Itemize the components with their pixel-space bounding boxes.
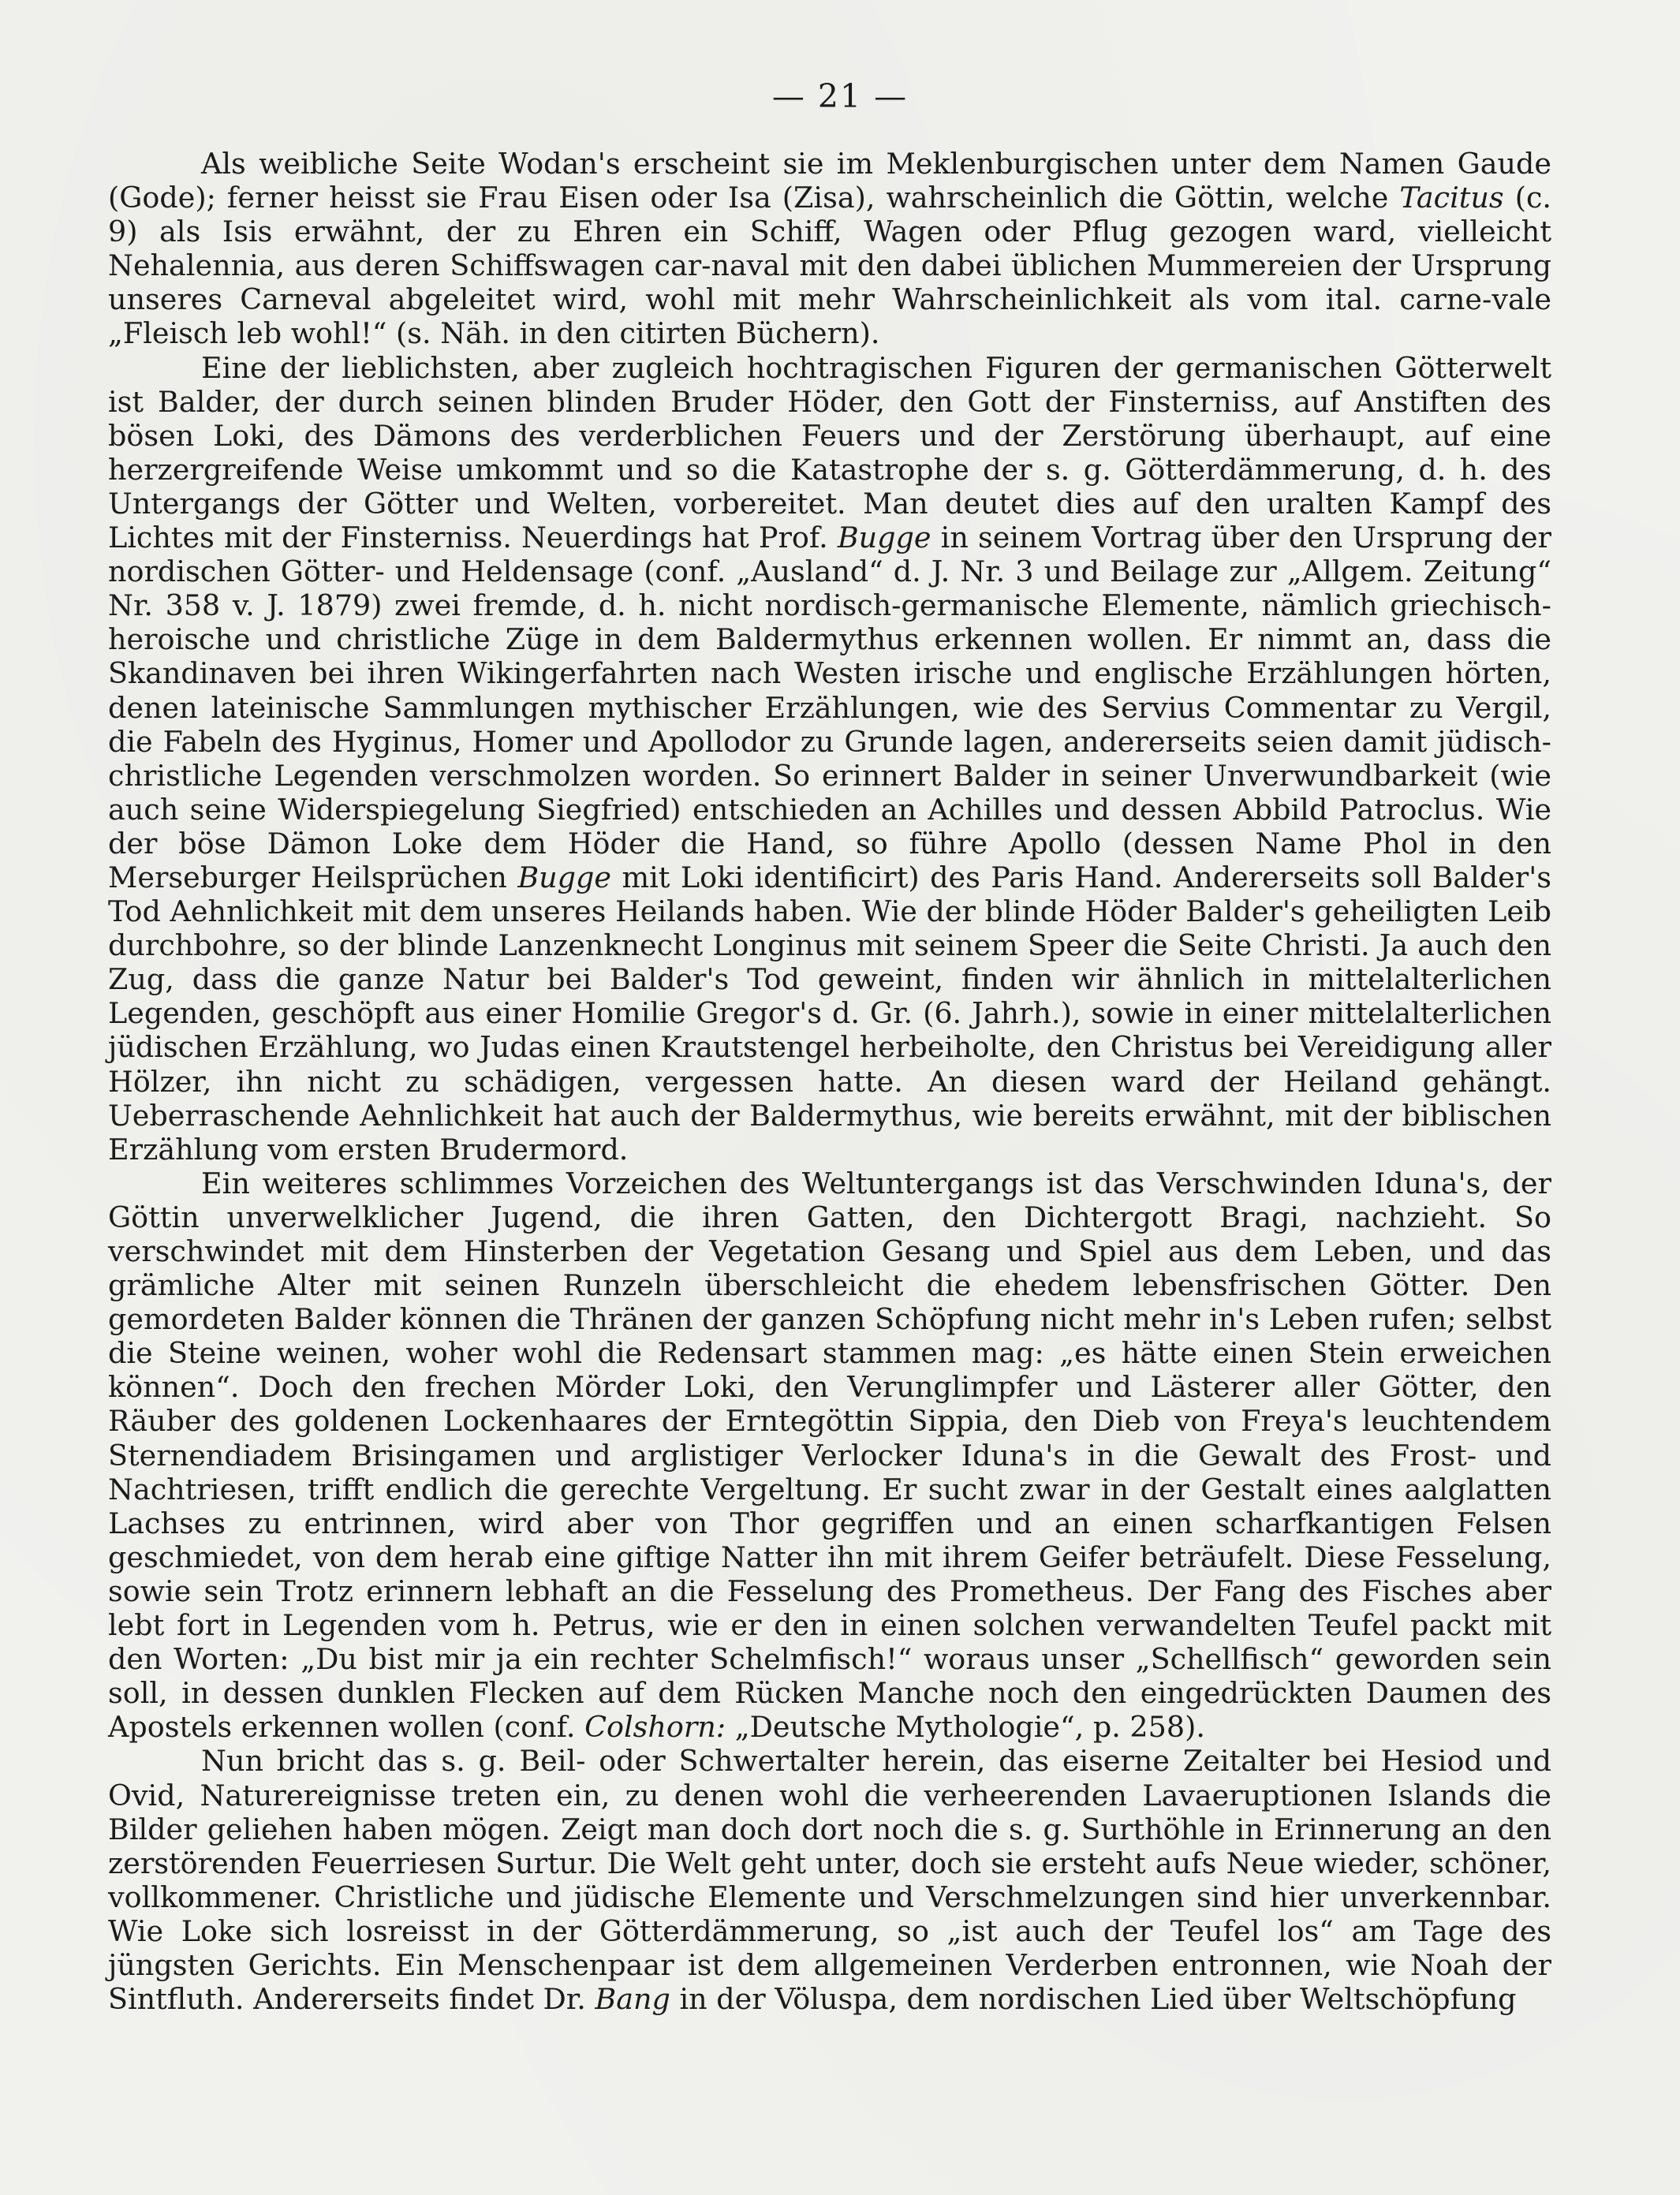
- paragraph-balder: [108, 351, 1551, 1167]
- text-segment: in seinem Vortrag über den Ursprung der nordischen Götter- und Heldensage (conf. „Ausland“ d. J. Nr. 3 und Beilage zur „Allgem. Zeitung“ Nr. 358 v. J. 1879) zwei fremde, d. h. nicht nordisch-germanische Elemente, nämlich griechisch-heroische und christliche Züge in dem Baldermythus erkennen wollen. Er nimmt an, dass die Skandinaven bei ihren Wikingerfahrten nach Westen irische und englische Erzählungen hörten, denen lateinische Sammlungen mythischer Erzählungen, wie des Servius Commentar zu Vergil, die Fabeln des Hyginus, Homer und Apollodor zu Grunde lagen, andererseits seien damit jüdisch-christliche Legenden verschmolzen worden. So erinnert Balder in seiner Unverwundbarkeit (wie auch seine Widerspiegelung Siegfried) entschieden an Achilles und dessen Abbild Patroclus. Wie der böse Dämon Loke dem Höder die Hand, so führe Apollo (dessen Name Phol in den Merseburger Heilsprüchen: [108, 521, 1551, 894]
- text-segment: Ein weiteres schlimmes Vorzeichen des Weltuntergangs ist das Verschwinden Iduna's, der Göttin unverwelklicher Jugend, die ihren Gatten, den Dichtergott Bragi, nachzieht. So verschwindet mit dem Hinsterben der Vegetation Gesang und Spiel aus dem Leben, und das grämliche Alter mit seinen Runzeln überschleicht die ehedem lebensfrischen Götter. Den gemordeten Balder können die Thränen der ganzen Schöpfung nicht mehr in's Leben rufen; selbst die Steine weinen, woher wohl die Redensart stammen mag: „es hätte einen Stein erweichen können“. Doch den frechen Mörder Loki, den Verunglimpfer und Lästerer aller Götter, den Räuber des goldenen Lockenhaares der Erntegöttin Sippia, den Dieb von Freya's leuchtendem Sternendiadem Brisingamen und arglistiger Verlocker Iduna's in die Gewalt des Frost- und Nachtriesen, trifft endlich die gerechte Vergeltung. Er sucht zwar in der Gestalt eines aalglatten Lachses zu entrinnen, wird aber von Thor gegriffen und an einen scharfkantigen Felsen geschmiedet, von dem herab eine giftige Natter ihn mit ihrem Geifer beträufelt. Diese Fesselung, sowie sein Trotz erinnern lebhaft an die Fesselung des Prometheus. Der Fang des Fisches aber lebt fort in Legenden vom h. Petrus, wie er den in einen solchen verwandelten Teufel packt mit den Worten: „Du bist mir ja ein rechter Schelmfisch!“ woraus unser „Schellfisch“ geworden sein soll, in dessen dunklen Flecken auf dem Rücken Manche noch den eingedrückten Daumen des Apostels erkennen wollen (conf.: [108, 1166, 1551, 1745]
- text-segment: (c. 9) als Isis erwähnt, der zu Ehren ein Schiff, Wagen oder Pflug gezogen ward, vielleicht Nehalennia, aus deren Schiffswagen car-naval mit den dabei üblichen Mummereien der Ursprung unseres Carneval abgeleitet wird, wohl mit mehr Wahrscheinlichkeit als vom ital. carne-vale „Fleisch leb wohl!“ (s. Näh. in den citirten Büchern).: [108, 181, 1551, 351]
- text-segment: in der Völuspa, dem nordischen Lied über Weltschöpfung: [670, 1982, 1517, 2017]
- italic-author-colshorn: Colshorn:: [584, 1710, 726, 1745]
- italic-author-bugge: Bugge: [837, 521, 931, 555]
- text-segment: Nun bricht das s. g. Beil- oder Schwertalter herein, das eiserne Zeitalter bei Hesiod und Ovid, Naturereignisse treten ein, zu denen wohl die verheerenden Lavaeruptionen Islands die Bilder geliehen haben mögen. Zeigt man doch dort noch die s. g. Surthöhle in Erinnerung an den zerstörenden Feuerriesen Surtur. Die Welt geht unter, doch sie ersteht aufs Neue wieder, schöner, vollkommener. Christliche und jüdische Elemente und Verschmelzungen sind hier unverkennbar. Wie Loke sich losreisst in der Götterdämmerung, so „ist auch der Teufel los“ am Tage des jüngsten Gerichts. Ein Menschenpaar ist dem allgemeinen Verderben entronnen, wie Noah der Sintfluth. Andererseits findet Dr.: [108, 1744, 1551, 2017]
- italic-author-bugge: Bugge: [517, 860, 611, 894]
- paragraph-schwertalter: [108, 1744, 1551, 2016]
- paragraph-iduna: [108, 1167, 1551, 1745]
- page-number: — 21 —: [771, 77, 909, 115]
- italic-author-tacitus: Tacitus: [1399, 181, 1504, 215]
- paragraph-gaude: [108, 147, 1551, 351]
- body-text: [108, 147, 1551, 2016]
- text-segment: Eine der lieblichsten, aber zugleich hochtragischen Figuren der germanischen Götterwelt ist Balder, der durch seinen blinden Bruder Höder, den Gott der Finsterniss, auf Anstiften des bösen Loki, des Dämons des verderblichen Feuers und der Zerstörung überhaupt, auf eine herzergreifende Weise umkommt und so die Katastrophe der s. g. Götterdämmerung, d. h. des Untergangs der Götter und Welten, vorbereitet. Man deutet dies auf den uralten Kampf des Lichtes mit der Finsterniss. Neuerdings hat Prof.: [108, 350, 1551, 555]
- text-segment: Als weibliche Seite Wodan's erscheint sie im Meklenburgischen unter dem Namen Gaude (Gode); ferner heisst sie Frau Eisen oder Isa (Zisa), wahrscheinlich die Göttin, welche: [108, 147, 1551, 215]
- text-segment: „Deutsche Mythologie“, p. 258).: [726, 1710, 1205, 1745]
- text-segment: mit Loki identificirt) des Paris Hand. Andererseits soll Balder's Tod Aehnlichkeit mit dem unseres Heilands haben. Wie der blinde Höder Balder's geheiligten Leib durchbohre, so der blinde Lanzenknecht Longinus mit seinem Speer die Seite Christi. Ja auch den Zug, dass die ganze Natur bei Balder's Tod geweint, finden wir ähnlich in mittelalterlichen Legenden, geschöpft aus einer Homilie Gregor's d. Gr. (6. Jahrh.), sowie in einer mittelalterlichen jüdischen Erzählung, wo Judas einen Krautstengel herbeiholte, den Christus bei Vereidigung aller Hölzer, ihn nicht zu schädigen, vergessen hatte. An diesen ward der Heiland gehängt. Ueberraschende Aehnlichkeit hat auch der Baldermythus, wie bereits erwähnt, mit der biblischen Erzählung vom ersten Brudermord.: [108, 860, 1551, 1167]
- italic-author-bang: Bang: [595, 1982, 670, 2017]
